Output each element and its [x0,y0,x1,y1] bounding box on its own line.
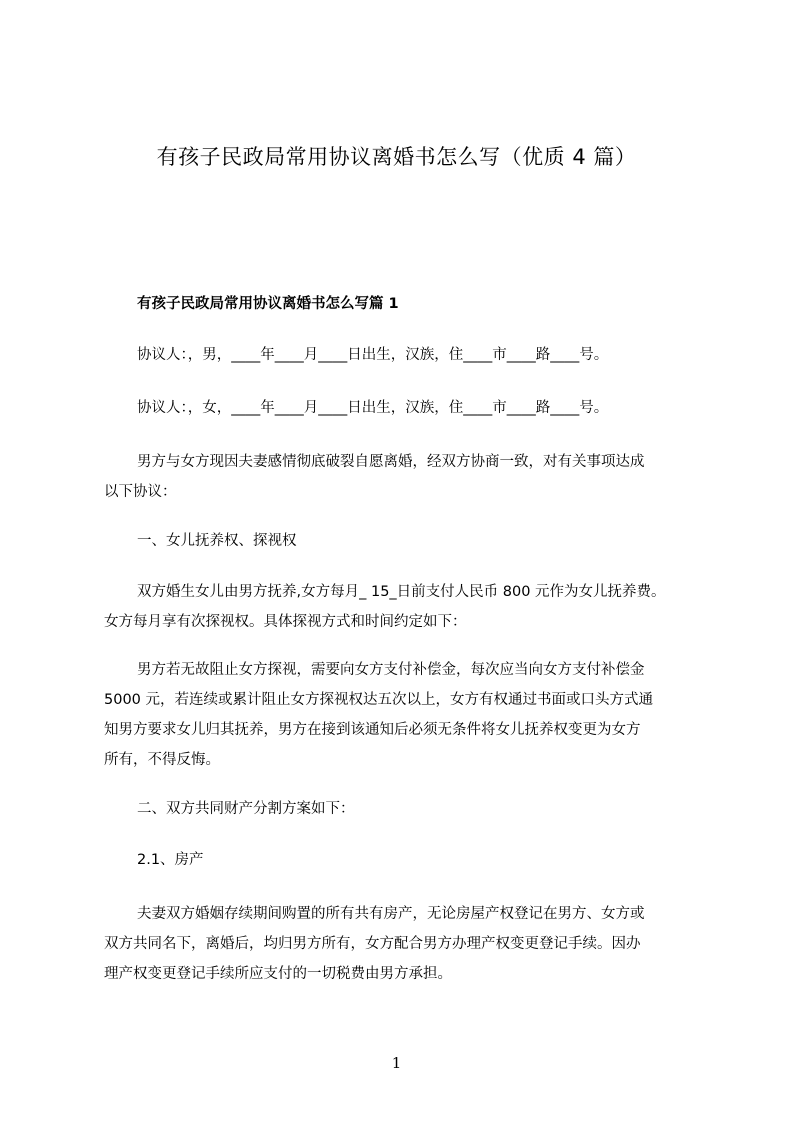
clause2-1-paragraph [104,899,704,989]
clause2-1-heading: 2.1、房产 [137,852,204,868]
clause1-p1-line-1: 双方婚生女儿由男方抚养,女方每月_ 15_日前支付人民币 800 元作为女儿抚养费。 [137,584,666,600]
clause1-p2-line-3: 知男方要求女儿归其抚养，男方在接到该通知后必须无条件将女儿抚养权变更为女方 [104,722,641,738]
clause1-p2-line-4: 所有，不得反悔。 [104,752,220,768]
intro-line-2: 以下协议： [104,484,177,500]
page-number: 1 [391,1054,402,1072]
clause1-heading: 一、女儿抚养权、探视权 [137,533,297,549]
clause1-p2-line-1: 男方若无故阻止女方探视，需要向女方支付补偿金，每次应当向女方支付补偿金 [137,662,645,678]
clause2-1-line-3: 理产权变更登记手续所应支付的一切税费由男方承担。 [104,966,452,982]
section-heading: 有孩子民政局常用协议离婚书怎么写篇 1 [137,296,399,312]
document-title: 有孩子民政局常用协议离婚书怎么写（优质 4 篇） [156,145,637,169]
clause2-1-line-2: 双方共同名下，离婚后，均归男方所有，女方配合男方办理产权变更登记手续。因办 [104,936,641,952]
clause1-paragraph-2 [104,655,704,775]
clause2-heading: 二、双方共同财产分割方案如下： [137,801,355,817]
party-female-line: 协议人：，女，____年____月____日出生，汉族，住____市____路____号。 [137,400,609,416]
intro-paragraph [104,447,704,507]
clause1-p2-line-2: 5000 元，若连续或累计阻止女方探视权达五次以上，女方有权通过书面或口头方式通 [104,692,654,708]
clause1-paragraph-1 [104,577,704,637]
clause1-p1-line-2: 女方每月享有次探视权。具体探视方式和时间约定如下： [104,614,467,630]
intro-line-1: 男方与女方现因夫妻感情彻底破裂自愿离婚，经双方协商一致，对有关事项达成 [137,454,645,470]
party-male-line: 协议人：，男，____年____月____日出生，汉族，住____市____路____号。 [137,347,609,363]
clause2-1-line-1: 夫妻双方婚姻存续期间购置的所有共有房产，无论房屋产权登记在男方、女方或 [137,906,645,922]
